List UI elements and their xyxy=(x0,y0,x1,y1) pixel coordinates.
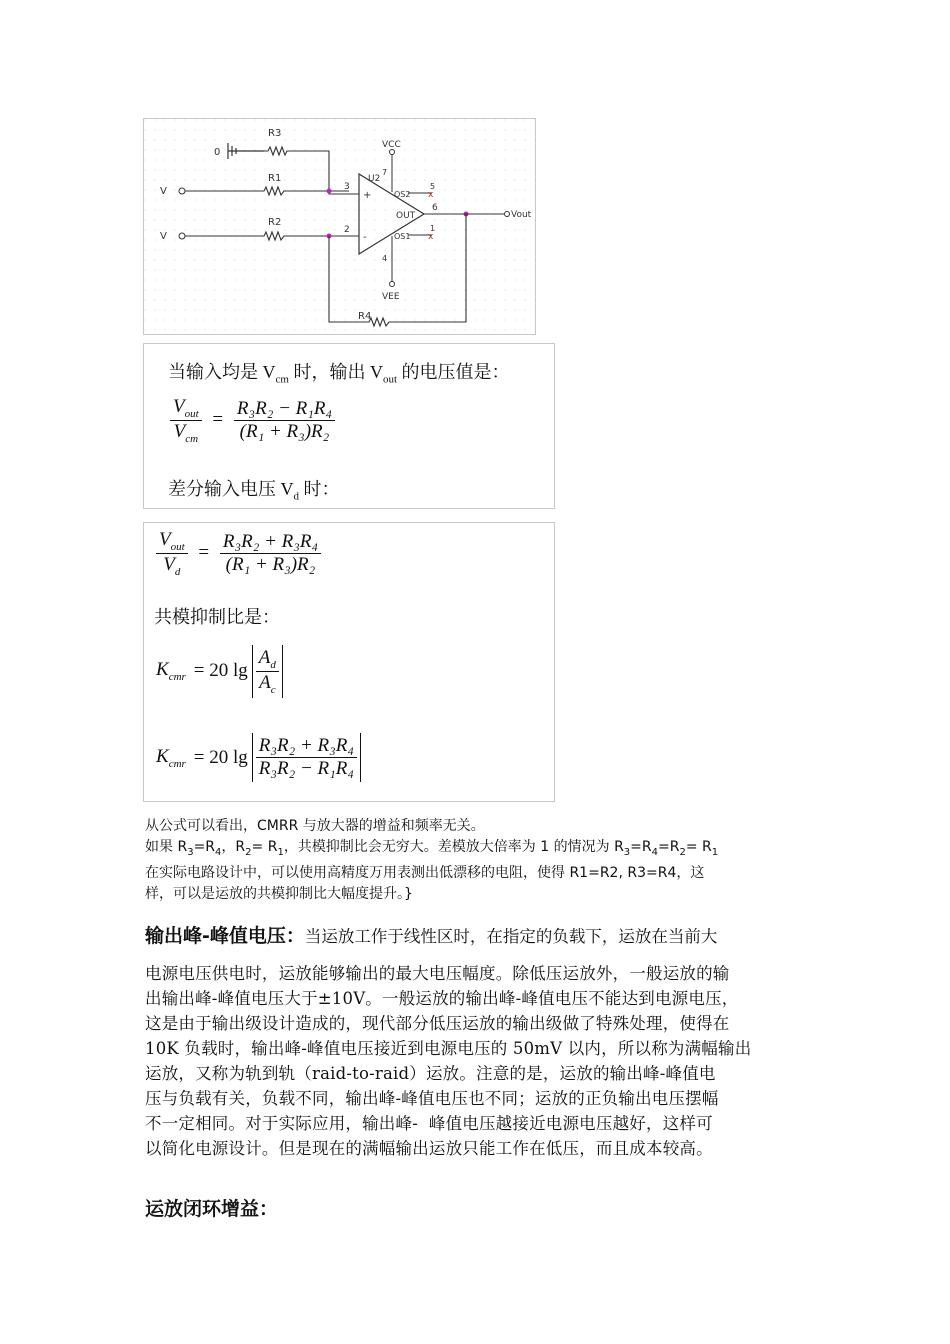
eq3-num-sub: d xyxy=(270,658,276,671)
paragraph-line: 运放，又称为轨到轨（raid-to-raid）运放。注意的是，运放的输出峰-峰值电 xyxy=(145,1064,716,1083)
section-peak-voltage xyxy=(145,922,810,1161)
diff-text-2: 时： xyxy=(299,479,340,499)
eq4-fraction xyxy=(256,735,357,780)
eq4-lhs: K xyxy=(156,745,169,767)
vin1-label: V xyxy=(160,186,167,197)
eq1-lhs-den-sub: cm xyxy=(185,432,199,445)
vcc-label: VCC xyxy=(382,140,401,150)
pin3-label: 3 xyxy=(344,182,350,192)
eq2-lhs xyxy=(156,529,188,578)
vee-label: VEE xyxy=(382,292,400,302)
note-text: = R xyxy=(685,839,712,855)
paragraph-line: 10K 负载时，输出峰-峰值电压接近到电源电压的 50mV 以内，所以称为满幅输出 xyxy=(145,1039,752,1058)
eq4-num: R₃R₂ + R₃R₄ xyxy=(258,735,354,756)
cm-text-2: 时，输出 V xyxy=(288,362,383,382)
diff-input-line xyxy=(168,475,340,503)
note-text: =R xyxy=(193,839,216,855)
section1-first-text: 当运放工作于线性区时，在指定的负载下，运放在当前大 xyxy=(304,927,718,946)
cm-text-1: 当输入均是 V xyxy=(168,362,276,382)
note-text: =R xyxy=(630,839,652,855)
minus-sign: - xyxy=(363,232,367,243)
eq4-coef: = 20 lg xyxy=(193,746,248,768)
equation-2: $\frac{V_{out}}{V_d}$ = $\frac{\text{R₃R₂ + R₃R₄}}{\text{(R₁ + R₃)R₂}}$ xyxy=(156,529,321,578)
pin6-label: 6 xyxy=(432,203,438,213)
note-text: =R xyxy=(658,839,680,855)
note-text: ，共模抑制比会无穷大。差模放大倍率为 1 的情况为 R xyxy=(283,839,624,855)
eq1-rhs xyxy=(234,398,335,443)
circuit-schematic xyxy=(144,119,535,334)
paragraph-line: 电源电压供电时，运放能够输出的最大电压幅度。除低压运放外，一般运放的输 xyxy=(145,964,730,983)
note-line-4: 样，可以是运放的共模抑制比大幅度提升。} xyxy=(145,885,413,902)
subscript: 4 xyxy=(215,846,222,858)
circuit-diagram xyxy=(143,118,536,335)
section1-heading: 输出峰-峰值电压 xyxy=(145,925,286,947)
r1-label: R1 xyxy=(268,173,282,184)
eq1-lhs xyxy=(170,396,202,445)
subscript: 4 xyxy=(651,846,659,858)
r4-label: R4 xyxy=(358,311,372,322)
eq3-num: A xyxy=(258,647,271,668)
eq4-lhs-sub: cmr xyxy=(168,757,186,770)
eq1-lhs-num-sub: out xyxy=(184,407,199,420)
section1-heading-colon: ： xyxy=(285,925,305,947)
notes-block xyxy=(145,816,815,905)
eq2-rhs xyxy=(220,531,321,576)
note-text: 如果 R xyxy=(145,839,188,855)
paragraph-line: 这是由于输出级设计造成的，现代部分低压运放的输出级做了特殊处理，使得在 xyxy=(145,1014,730,1033)
equation-4 xyxy=(156,733,361,782)
eq3-fraction xyxy=(256,647,279,696)
eq1-lhs-den: V xyxy=(173,420,186,442)
os1-label: OS1 xyxy=(394,232,411,241)
eq2-lhs-num-sub: out xyxy=(170,540,185,553)
eq1-rhs-num: R₃R₂ − R₁R₄ xyxy=(236,397,333,419)
eq2-lhs-den: V xyxy=(163,553,175,575)
x-mark: x xyxy=(428,232,434,242)
junction-dot xyxy=(327,189,332,194)
eq3-den: A xyxy=(259,671,271,693)
subscript: 3 xyxy=(187,846,194,858)
r3-label: R3 xyxy=(268,128,282,139)
note-text: = R xyxy=(251,839,278,855)
r2-label: R2 xyxy=(268,217,282,228)
eq3-lhs-sub: cmr xyxy=(168,671,186,684)
equation-3 xyxy=(156,645,283,698)
paragraph-line: 不一定相同。对于实际应用，输出峰- 峰值电压越接近电源电压越好，这样可 xyxy=(145,1114,713,1133)
paragraph-line: 出输出峰-峰值电压大于±10V。一般运放的输出峰-峰值电压不能达到电源电压， xyxy=(145,989,739,1008)
eq1-rhs-den: (R₁ + R₃)R₂ xyxy=(239,420,330,442)
pin1-label: 1 xyxy=(430,224,436,233)
cm-input-line xyxy=(168,358,510,386)
section1-first-line xyxy=(145,922,810,951)
pin7-label: 7 xyxy=(382,168,388,177)
eq2-rhs-den: (R₁ + R₃)R₂ xyxy=(225,553,316,575)
subscript: 3 xyxy=(623,846,631,858)
note-line-1: 从公式可以看出，CMRR 与放大器的增益和频率无关。 xyxy=(145,818,485,834)
pin5-label: 5 xyxy=(430,182,436,191)
subscript: 2 xyxy=(245,846,252,858)
eq1-lhs-num: V xyxy=(173,396,185,417)
paragraph-line: 以简化电源设计。但是现在的满幅输出运放只能工作在低压，而且成本较高。 xyxy=(145,1139,713,1158)
x-mark: x xyxy=(428,190,434,200)
note-line-2 xyxy=(145,837,815,863)
note-text: ，R xyxy=(221,839,246,855)
equation-1: $\frac{V_{out}}{V_{cm}}$ = $\frac{\text{R₃R₂ − R₁R₄}}{\text{(R₁ + R₃)R₂}}$ xyxy=(170,396,335,445)
section1-paragraph xyxy=(145,961,810,1161)
formula-box-1 xyxy=(143,343,555,509)
eq3-den-sub: c xyxy=(270,683,276,696)
cm-text-3: 的电压值是： xyxy=(397,362,510,382)
subscript: 1 xyxy=(277,846,284,858)
eq2-lhs-den-sub: d xyxy=(174,565,181,578)
diff-text-1: 差分输入电压 V xyxy=(168,479,294,499)
eq2-lhs-num: V xyxy=(159,529,171,550)
vin2-label: V xyxy=(160,231,167,242)
cmrr-label: 共模抑制比是： xyxy=(154,607,280,627)
vout-label: Vout xyxy=(511,210,532,220)
eq3-lhs: K xyxy=(156,659,169,681)
cm-sub: cm xyxy=(275,373,289,386)
pin2-label: 2 xyxy=(344,225,350,235)
paragraph-line: 压与负载有关，负载不同，输出峰-峰值电压也不同；运放的正负输出电压摆幅 xyxy=(145,1089,719,1108)
d-sub: d xyxy=(293,490,299,503)
pin4-label: 4 xyxy=(382,254,388,263)
eq3-coef: = 20 lg xyxy=(193,660,248,682)
section2-heading: 运放闭环增益： xyxy=(145,1198,279,1220)
formula-box-2 xyxy=(143,522,555,802)
out-sub: out xyxy=(382,373,398,386)
out-label: OUT xyxy=(396,211,416,221)
plus-sign: + xyxy=(363,190,372,201)
eq2-rhs-num: R₃R₂ + R₃R₄ xyxy=(222,530,319,552)
subscript: 2 xyxy=(679,846,686,858)
ground-label: 0 xyxy=(214,147,221,158)
subscript: 1 xyxy=(711,846,719,858)
u2-label: U2 xyxy=(368,174,381,184)
eq4-den: R₃R₂ − R₁R₄ xyxy=(258,758,354,779)
note-line-3: 在实际电路设计中，可以使用高精度万用表测出低漂移的电阻，使得 R1=R2, R3=R4，这 xyxy=(145,864,705,881)
os2-label: OS2 xyxy=(394,190,411,199)
